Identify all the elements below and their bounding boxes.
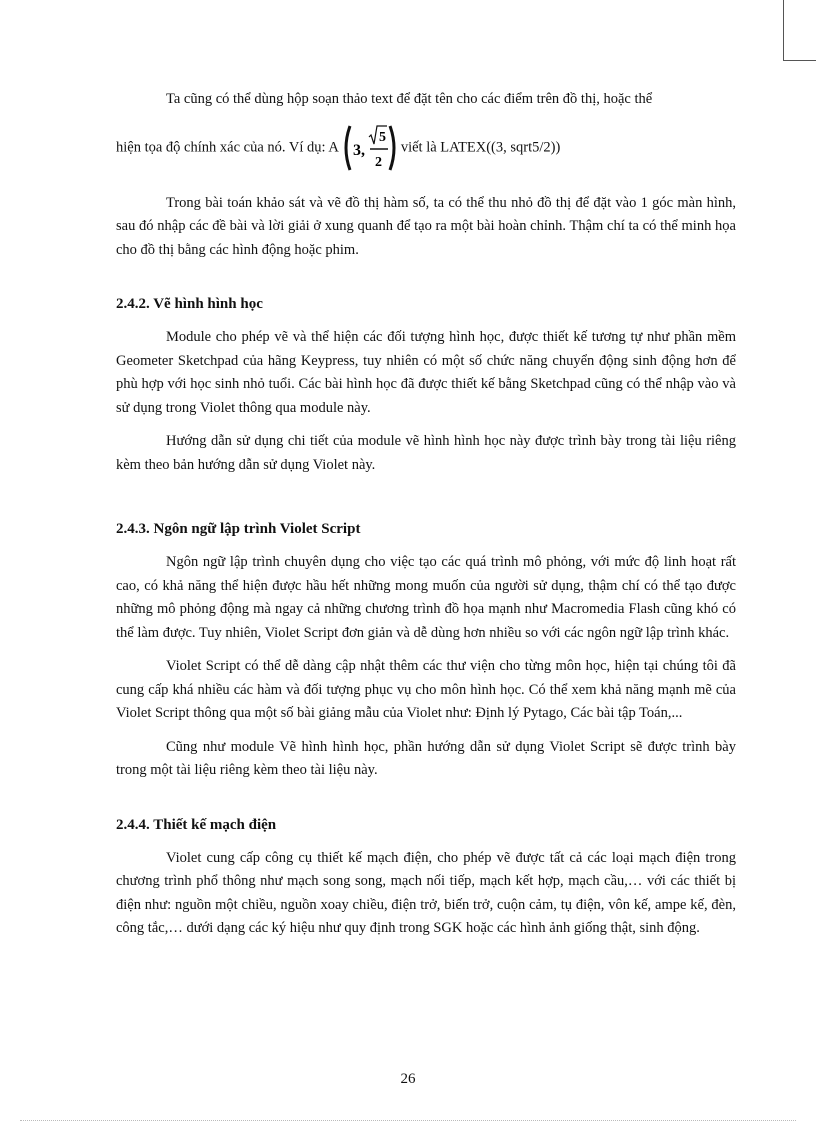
formula-graphic — [341, 122, 399, 174]
paragraph-script-guide: Cũng như module Vẽ hình hình học, phần hướng dẫn sử dụng Violet Script sẽ được trình bày trong một tài liệu riêng kèm theo tài liệu này. — [116, 738, 736, 778]
bottom-rule — [20, 1120, 796, 1121]
formula-sqrt-arg: 5 — [378, 129, 386, 145]
page-body — [116, 88, 736, 941]
paragraph-intro-line1: Ta cũng có thể dùng hộp soạn thảo text để đặt tên cho các điểm trên đồ thị, hoặc thể — [166, 91, 653, 107]
heading-2-4-2: 2.4.2. Vẽ hình hình học — [116, 296, 263, 312]
paragraph-intro-line2 — [116, 122, 736, 174]
paragraph-circuit-design: Violet cung cấp công cụ thiết kế mạch điện, cho phép vẽ được tất cả các loại mạch điện trong chương trình phổ thông như mạch song song, mạch nối tiếp, mạch kết hợp, mạch cầu,… với các thiết bị điện như: nguồn một chiều, nguồn xoay chiều, điện trở, biến trở, cuộn cảm, tụ điện, vôn kế, ampe kế, đèn, công tắc,… dưới dạng các ký hiệu như quy định trong SGK hoặc các hình ảnh giống thật, sinh động. — [116, 849, 736, 936]
paragraph-script-language: Ngôn ngữ lập trình chuyên dụng cho việc tạo các quá trình mô phỏng, với mức độ linh hoạt rất cao, có khả năng thể hiện được hầu hết những mong muốn của người sử dụng, thậm chí có thể tạo được những mô phỏng động mà ngay cả những chương trình đồ họa mạnh như Macromedia Flash cũng khó có thể làm được. Tuy nhiên, Violet Script đơn giản và dễ dùng hơn nhiều so với các ngôn ngữ lập trình khác. — [116, 554, 736, 641]
intro-text-before-formula: hiện tọa độ chính xác của nó. Ví dụ: A — [116, 138, 339, 155]
heading-2-4-3: 2.4.3. Ngôn ngữ lập trình Violet Script — [116, 521, 361, 537]
crop-mark-vertical — [783, 0, 784, 60]
paragraph-script-libraries: Violet Script có thể dễ dàng cập nhật thêm các thư viện cho từng môn học, hiện tại chúng tôi đã cung cấp khá nhiều các hàm và đối tượng phục vụ cho môn hình học. Có thể xem khả năng mạnh mẽ của Violet Script thông qua một số bài giảng mẫu của Violet như: Định lý Pytago, Các bài tập Toán,... — [116, 658, 736, 721]
latex-formula — [341, 122, 399, 174]
formula-denominator: 2 — [374, 154, 382, 170]
intro-text-after-formula: viết là LATEX((3, sqrt5/2)) — [400, 138, 561, 155]
page-number: 26 — [400, 1071, 416, 1087]
paragraph-geometry-module: Module cho phép vẽ và thể hiện các đối tượng hình học, được thiết kế tương tự như phần mềm Geometer Sketchpad của hãng Keypress, tuy nhiên có một số chức năng chuyển động sinh động hơn để phù hợp với học sinh nhỏ tuổi. Các bài hình học đã được thiết kế bằng Sketchpad cũng có thể nhập vào và sử dụng trong Violet thông qua module này. — [116, 329, 736, 416]
crop-mark-horizontal — [783, 60, 816, 61]
formula-first-coordinate: 3, — [352, 141, 365, 159]
paragraph-geometry-guide: Hướng dẫn sử dụng chi tiết của module vẽ hình hình học này được trình bày trong tài liệu riêng kèm theo bản hướng dẫn sử dụng Violet này. — [116, 433, 736, 473]
paragraph-graph-thumbnail: Trong bài toán khảo sát và vẽ đồ thị hàm số, ta có thể thu nhỏ đồ thị để đặt vào 1 góc màn hình, sau đó nhập các đề bài và lời giải ở xung quanh để tạo ra một bài hoàn chỉnh. Thậm chí ta có thể minh họa cho đồ thị bằng các hình động hoặc phim. — [116, 194, 736, 258]
heading-2-4-4: 2.4.4. Thiết kế mạch điện — [116, 816, 277, 833]
